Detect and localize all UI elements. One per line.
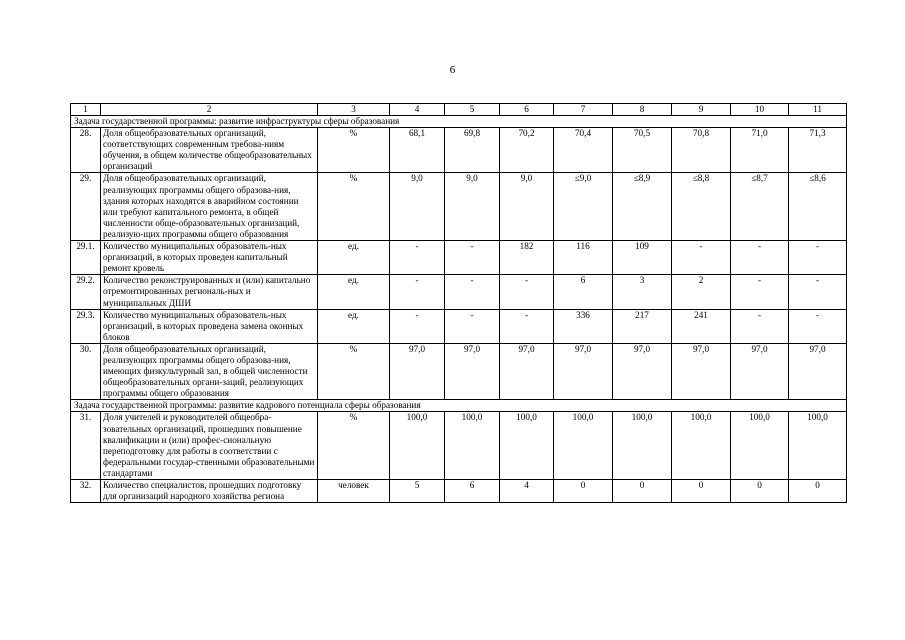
value-cell: 100,0 — [390, 412, 445, 480]
unit-cell: ед. — [318, 309, 390, 343]
value-cell: 68,1 — [390, 128, 445, 173]
value-cell: 70,2 — [500, 128, 554, 173]
value-cell: 100,0 — [731, 412, 789, 480]
value-cell: 70,8 — [672, 128, 731, 173]
table-row — [71, 412, 847, 480]
indicator-name: Доля общеобразовательных организаций, реализующих программы общего образова-ния, имеющих физкультурный зал, в общей численности общеобразовательных органи-заций, реализующих программы общего образования — [101, 343, 318, 399]
column-number: 4 — [390, 104, 445, 116]
value-cell: - — [789, 275, 847, 309]
unit-cell: % — [318, 412, 390, 480]
column-number: 10 — [731, 104, 789, 116]
section-title: Задача государственной программы: развитие кадрового потенциала сферы образования — [71, 400, 847, 412]
section-row — [71, 116, 847, 128]
indicator-table — [70, 103, 847, 503]
column-number: 1 — [71, 104, 101, 116]
value-cell: 100,0 — [789, 412, 847, 480]
table-row — [71, 241, 847, 275]
value-cell: 217 — [613, 309, 672, 343]
value-cell: 6 — [554, 275, 613, 309]
column-number: 11 — [789, 104, 847, 116]
value-cell: - — [445, 309, 500, 343]
value-cell: 97,0 — [445, 343, 500, 399]
table-row — [71, 173, 847, 241]
table-row — [71, 309, 847, 343]
row-number: 30. — [71, 343, 101, 399]
value-cell: 70,5 — [613, 128, 672, 173]
value-cell: 0 — [554, 480, 613, 503]
column-number: 5 — [445, 104, 500, 116]
row-number: 31. — [71, 412, 101, 480]
value-cell: 100,0 — [672, 412, 731, 480]
unit-cell: % — [318, 343, 390, 399]
column-number: 9 — [672, 104, 731, 116]
value-cell: 97,0 — [500, 343, 554, 399]
value-cell: - — [731, 275, 789, 309]
value-cell: 0 — [672, 480, 731, 503]
value-cell: - — [731, 241, 789, 275]
column-number: 8 — [613, 104, 672, 116]
value-cell: 100,0 — [613, 412, 672, 480]
table-row — [71, 480, 847, 503]
value-cell: ≤8,8 — [672, 173, 731, 241]
row-number: 29. — [71, 173, 101, 241]
value-cell: - — [445, 275, 500, 309]
value-cell: 2 — [672, 275, 731, 309]
value-cell: ≤8,6 — [789, 173, 847, 241]
column-number: 6 — [500, 104, 554, 116]
value-cell: 5 — [390, 480, 445, 503]
indicator-name: Доля общеобразовательных организаций, соответствующих современным требова-ниям обучения, в общем количестве общеобразовательных организаций — [101, 128, 318, 173]
value-cell: 0 — [613, 480, 672, 503]
row-number: 29.1. — [71, 241, 101, 275]
value-cell: 97,0 — [731, 343, 789, 399]
value-cell: 97,0 — [390, 343, 445, 399]
value-cell: - — [672, 241, 731, 275]
value-cell: 9,0 — [390, 173, 445, 241]
value-cell: - — [390, 309, 445, 343]
value-cell: - — [789, 309, 847, 343]
value-cell: ≤9,0 — [554, 173, 613, 241]
value-cell: 100,0 — [554, 412, 613, 480]
value-cell: 71,0 — [731, 128, 789, 173]
value-cell: 0 — [789, 480, 847, 503]
indicator-name: Доля общеобразовательных организаций, реализующих программы общего образова-ния, здания которых находятся в аварийном состоянии или требуют капитального ремонта, в общей численности обще-образовательных организаций, реализую-щих программы общего образования — [101, 173, 318, 241]
table-row — [71, 275, 847, 309]
value-cell: 336 — [554, 309, 613, 343]
value-cell: 0 — [731, 480, 789, 503]
row-number: 29.2. — [71, 275, 101, 309]
value-cell: - — [390, 241, 445, 275]
value-cell: 6 — [445, 480, 500, 503]
value-cell: 100,0 — [500, 412, 554, 480]
value-cell: 97,0 — [789, 343, 847, 399]
row-number: 29.3. — [71, 309, 101, 343]
value-cell: 97,0 — [554, 343, 613, 399]
value-cell: 182 — [500, 241, 554, 275]
unit-cell: % — [318, 173, 390, 241]
column-number: 7 — [554, 104, 613, 116]
unit-cell: ед. — [318, 241, 390, 275]
table-row — [71, 128, 847, 173]
value-cell: 9,0 — [445, 173, 500, 241]
value-cell: 70,4 — [554, 128, 613, 173]
indicator-name: Количество муниципальных образователь-ных организаций, в которых проведен капитальный ремонт кровель — [101, 241, 318, 275]
column-number: 3 — [318, 104, 390, 116]
value-cell: 116 — [554, 241, 613, 275]
value-cell: 9,0 — [500, 173, 554, 241]
value-cell: - — [500, 309, 554, 343]
value-cell: 241 — [672, 309, 731, 343]
value-cell: ≤8,9 — [613, 173, 672, 241]
column-number: 2 — [101, 104, 318, 116]
value-cell: 3 — [613, 275, 672, 309]
value-cell: 4 — [500, 480, 554, 503]
indicator-name: Доля учителей и руководителей общеобра-зовательных организаций, прошедших повышение квалификации и (или) профес-сиональную переподготовку для работы в соответствии с федеральными государ-ственными образовательными стандартами — [101, 412, 318, 480]
value-cell: 97,0 — [672, 343, 731, 399]
table-row — [71, 343, 847, 399]
indicator-name: Количество специалистов, прошедших подготовку для организаций народного хозяйства региона — [101, 480, 318, 503]
indicator-name: Количество муниципальных образователь-ных организаций, в которых проведена замена оконных блоков — [101, 309, 318, 343]
unit-cell: человек — [318, 480, 390, 503]
value-cell: - — [789, 241, 847, 275]
value-cell: 100,0 — [445, 412, 500, 480]
value-cell: 97,0 — [613, 343, 672, 399]
unit-cell: % — [318, 128, 390, 173]
unit-cell: ед. — [318, 275, 390, 309]
value-cell: - — [445, 241, 500, 275]
row-number: 32. — [71, 480, 101, 503]
value-cell: 109 — [613, 241, 672, 275]
page-number: 6 — [449, 64, 456, 76]
row-number: 28. — [71, 128, 101, 173]
table-body — [71, 104, 847, 503]
value-cell: ≤8,7 — [731, 173, 789, 241]
section-title: Задача государственной программы: развитие инфраструктуры сферы образования — [71, 116, 847, 128]
section-row — [71, 400, 847, 412]
value-cell: - — [500, 275, 554, 309]
indicator-name: Количество реконструированных и (или) капитально отремонтированных региональ-ных и муниципальных ДШИ — [101, 275, 318, 309]
value-cell: - — [390, 275, 445, 309]
value-cell: 69,8 — [445, 128, 500, 173]
value-cell: - — [731, 309, 789, 343]
column-number-row — [71, 104, 847, 116]
value-cell: 71,3 — [789, 128, 847, 173]
